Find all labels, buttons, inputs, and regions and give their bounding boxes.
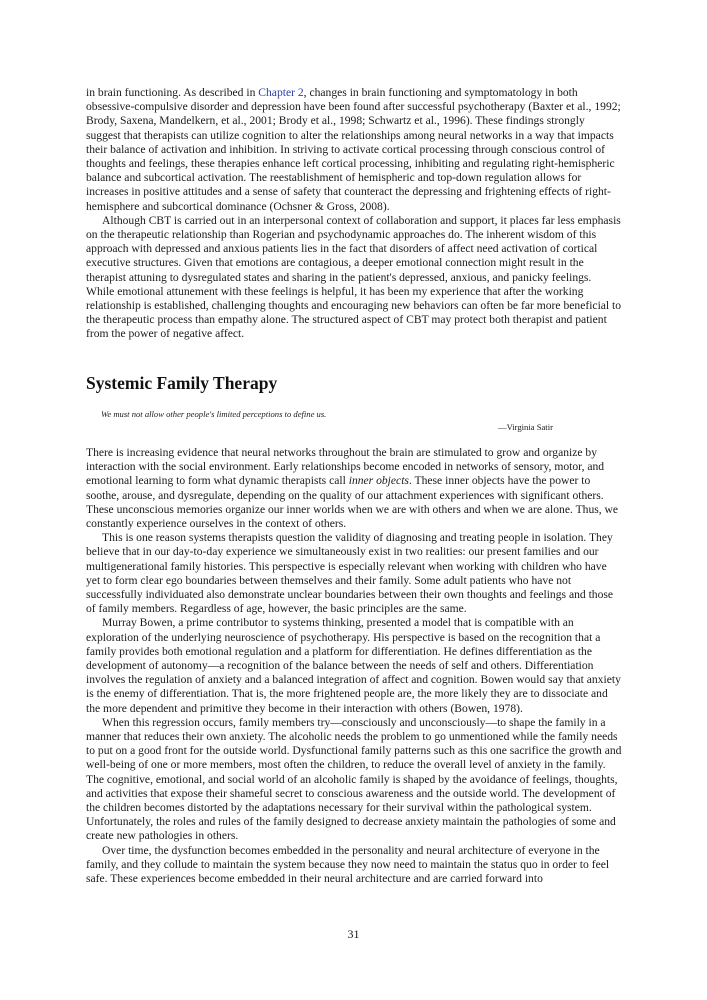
paragraph-cbt: Although CBT is carried out in an interpersonal context of collaboration and support, it places far less emphasis on the therapeutic relationship than Rogerian and psychodynamic approaches do. The inherent wisdom of this approach with depressed and anxious patients lies in the fact that disorders of affect need activation of cortical executive structures. Given that emotions are contagious, a deeper emotional connection might result in the therapist attuning to dysregulated states and sharing in the patient's depressed, anxious, and panicky feelings. While emotional attunement with these feelings is helpful, it has been my experience that after the working relationship is established, challenging thoughts and encouraging new behaviors can often be far more beneficial to the therapeutic process than empathy alone. The structured aspect of CBT may protect both therapist and patient from the power of negative affect.	[86, 213, 622, 341]
paragraph-bowen: Murray Bowen, a prime contributor to systems thinking, presented a model that is compatible with an exploration of the underlying neuroscience of psychotherapy. His perspective is based on the recognition that a family provides both emotional regulation and a platform for differentiation. He defines differentiation as the development of autonomy—a recognition of the balance between the needs of self and others. Differentiation involves the regulation of anxiety and a balanced integration of affect and cognition. Bowen would say that anxiety is the enemy of differentiation. That is, the more frightened people are, the more likely they are to dissociate and the more dependent and primitive they become in their interaction with others (Bowen, 1978).	[86, 616, 621, 715]
paragraph-continued	[86, 86, 622, 214]
page-number: 31	[347, 927, 360, 941]
paragraph-dysfunction: Over time, the dysfunction becomes embedded in the personality and neural architecture of everyone in the family, and they collude to maintain the system because they now need to maintain the status quo in order to feel safe. These experiences become embedded in their neural architecture and are carried forward into	[86, 843, 610, 886]
paragraph-text: There is increasing evidence that neural networks throughout the brain are stimulated to grow and organize by interaction with the social environment. Early relationships become encoded in networks of sensory, motor, and emotional learning to form what dynamic therapists call	[86, 446, 605, 488]
paragraph-text: , changes in brain functioning and symptomatology in both obsessive-compulsive disorder and depression have been found after successful psychotherapy (Baxter et al., 1992; Brody, Saxena, Mandelkern, et al., 2001; Brody et al., 1998; Schwartz et al., 1996). These findings strongly suggest that therapists can utilize cognition to alter the relationships among neural networks in a way that impacts their balance of activation and inhibition. In striving to activate cortical processing through conscious control of thoughts and feelings, these therapies enhance left cortical processing, inhibiting and regulating right-hemispheric balance and subcortical activation. The reestablishment of hemispheric and top-down regulation allows for increases in positive attitudes and a sense of safety that counteract the depressing and frightening effects of right-hemisphere and subcortical dominance (Ochsner & Gross, 2008).	[86, 86, 621, 213]
section-heading: Systemic Family Therapy	[86, 373, 278, 393]
epigraph-quote: We must not allow other people's limited perceptions to define us.	[101, 409, 327, 419]
section-text-block	[86, 446, 622, 886]
paragraph-systems: This is one reason systems therapists question the validity of diagnosing and treating people in isolation. They believe that in our day-to-day experience we simultaneously exist in two realities: our present families and our multigenerational family histories. This perspective is especially relevant when working with children who have yet to form clear ego boundaries between themselves and their family. Some adult patients who have not successfully individuated also demonstrate unclear boundaries between their own thoughts and feelings and those of family members. Regardless of age, however, the basic principles are the same.	[86, 531, 614, 616]
paragraph-neural-networks	[86, 446, 622, 531]
chapter-2-link[interactable]: Chapter 2	[258, 86, 304, 99]
paragraph-text: . These inner objects have the power to soothe, arouse, and dysregulate, depending on the quality of our attachment experiences with significant others. These unconscious memories organize our inner worlds when we are with others and when we are alone. Thus, we constantly experience ourselves in the context of others.	[86, 474, 619, 531]
epigraph-attribution: —Virginia Satir	[498, 422, 553, 432]
paragraph-text: in brain functioning. As described in	[86, 86, 259, 99]
paragraph-regression: When this regression occurs, family members try—consciously and unconsciously—to shape the family in a manner that reduces their own anxiety. The alcoholic needs the problem to go unmentioned while the family needs to put on a good front for the outside world. Dysfunctional family patterns such as this one sacrifice the growth and well-being of one or more members, most often the children, to reduce the overall level of anxiety in the family. The cognitive, emotional, and social world of an alcoholic family is shaped by the avoidance of feelings, thoughts, and activities that expose their shameful secret to conscious awareness and the outside world. The development of the children becomes distorted by the adaptations necessary for their survival within the pathological system. Unfortunately, the roles and rules of the family designed to decrease anxiety maintain the pathologies of some and create new pathologies in others.	[86, 715, 622, 843]
top-text-block	[86, 86, 622, 342]
italic-term: inner objects	[348, 474, 409, 488]
